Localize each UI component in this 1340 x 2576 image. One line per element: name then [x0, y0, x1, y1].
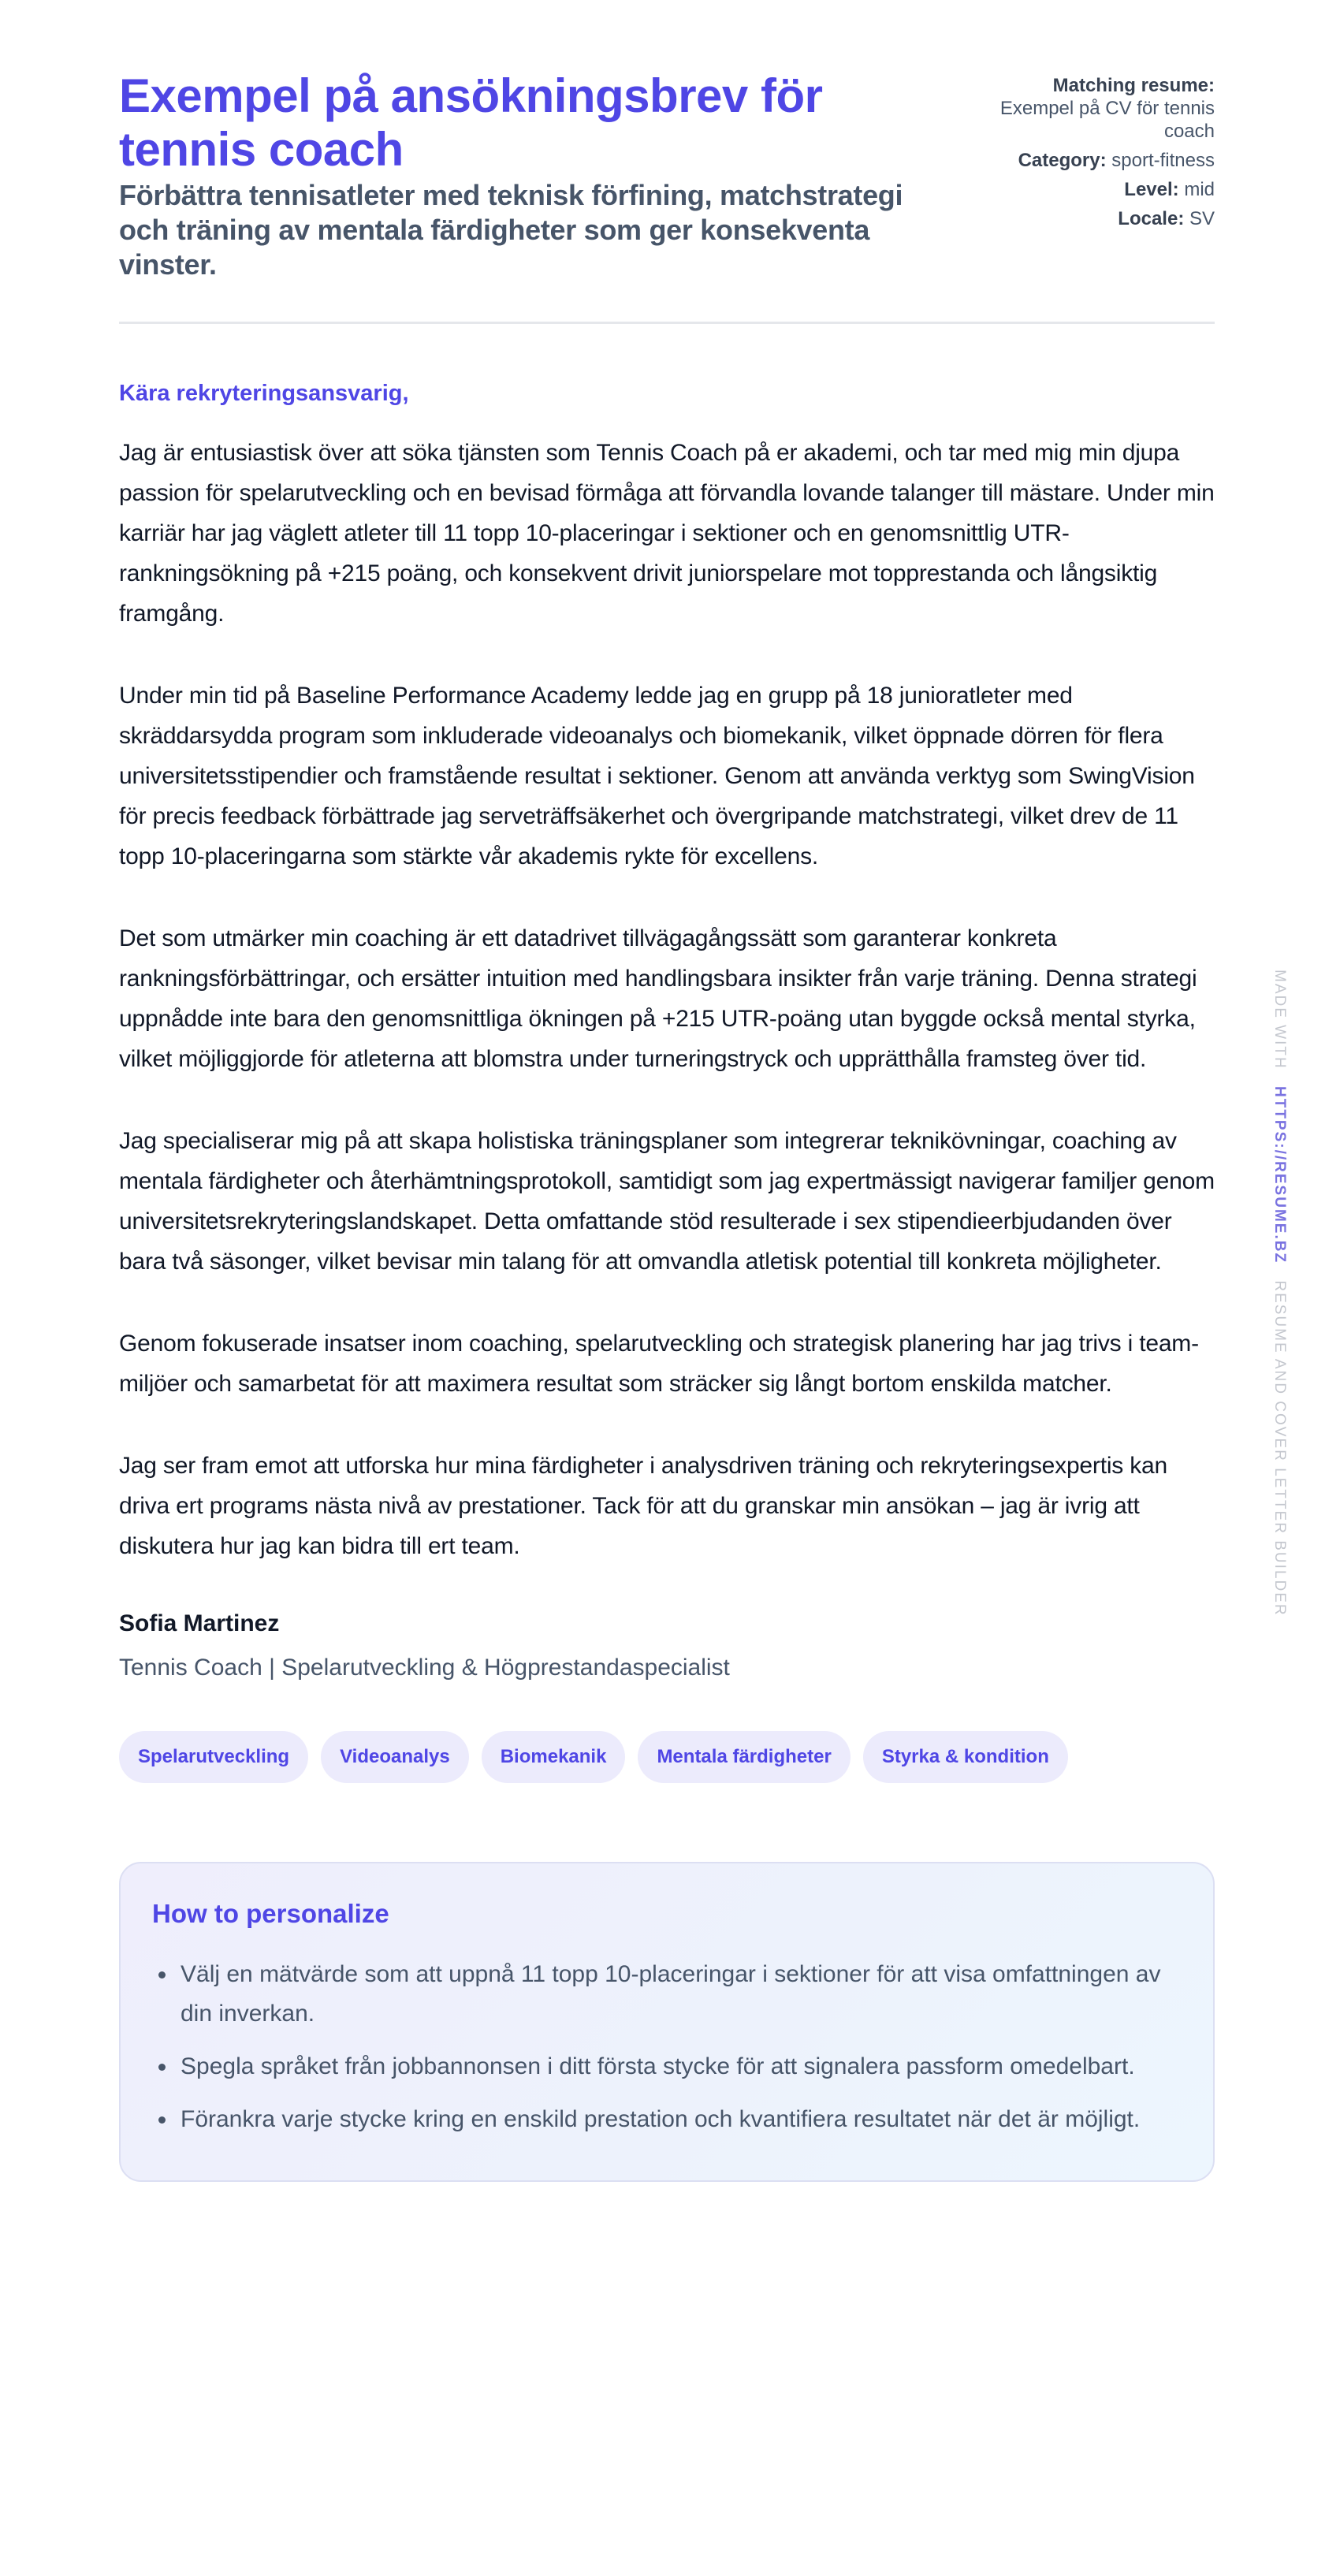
- signature: [119, 1608, 1215, 1684]
- letter-paragraph: Det som utmärker min coaching är ett datadrivet tillvägagångssätt som garanterar konkreta rankningsförbättringar, och ersätter intuition med handlingsbara insikter från varje träning. Denna strategi uppnådde inte bara den genomsnittliga ökningen på +215 UTR-poäng utan byggde också mental styrka, vilket möjliggjorde för atleterna att blomstra under turneringstryck och upprätthålla framsteg över tid.: [119, 925, 1197, 1072]
- skill-tags: [119, 1731, 1215, 1783]
- meta-matching-resume-value: Exempel på CV för tennis coach: [999, 98, 1215, 142]
- page-subtitle: Förbättra tennisatleter med teknisk förfining, matchstrategi och träning av mentala färdigheter som ger konsekventa vinster.: [119, 179, 903, 281]
- skill-tag[interactable]: Mentala färdigheter: [638, 1731, 850, 1783]
- tip-item: [152, 2100, 1182, 2139]
- watermark-link[interactable]: HTTPS://RESUME.BZ: [1271, 1086, 1288, 1264]
- meta-category: [978, 149, 1215, 172]
- meta-level-value: mid: [1184, 179, 1215, 200]
- meta-locale-value: SV: [1189, 208, 1215, 229]
- meta-matching-resume-label: Matching resume:: [1052, 75, 1215, 96]
- tip-text: Välj en mätvärde som att uppnå 11 topp 10-placeringar i sektioner för att visa omfattningen av din inverkan.: [181, 1961, 1161, 2027]
- cover-letter-page: [119, 69, 1215, 2182]
- tips-list: [152, 1955, 1182, 2139]
- tip-text: Förankra varje stycke kring en enskild prestation och kvantifiera resultatet när det är möjligt.: [181, 2106, 1141, 2132]
- meta-locale-label: Locale:: [1118, 208, 1185, 229]
- meta-category-value: sport-fitness: [1111, 150, 1215, 171]
- watermark-suffix: RESUME AND COVER LETTER BUILDER: [1271, 1280, 1288, 1617]
- letter-paragraph: Genom fokuserade insatser inom coaching, spelarutveckling och strategisk planering har jag trivs i team-miljöer och samarbetat för att maximera resultat som sträcker sig långt bortom enskilda matcher.: [119, 1331, 1199, 1397]
- skill-tag[interactable]: Biomekanik: [482, 1731, 626, 1783]
- bullet-icon: [158, 1971, 166, 1979]
- skill-tag[interactable]: Spelarutveckling: [119, 1731, 308, 1783]
- header-left: [119, 69, 955, 282]
- signature-title: Tennis Coach | Spelarutveckling & Högprestandaspecialist: [119, 1655, 730, 1681]
- letter-paragraph: Jag specialiserar mig på att skapa holistiska träningsplaner som integrerar teknikövningar, coaching av mentala färdigheter och återhämtningsprotokoll, samtidigt som jag expertmässigt navigerar familjer genom universitetsrekryteringslandskapet. Detta omfattande stöd resulterade i sex stipendieerbjudanden över bara två säsonger, vilket bevisar min talang för att omvandla atletisk potential till konkreta möjligheter.: [119, 1128, 1215, 1275]
- letter-paragraph: Jag ser fram emot att utforska hur mina färdigheter i analysdriven träning och rekryteringsexpertis kan driva ert programs nästa nivå av prestationer. Tack för att du granskar min ansökan – jag är ivrig att diskutera hur jag kan bidra till ert team.: [119, 1453, 1168, 1559]
- tip-item: [152, 2047, 1182, 2086]
- meta-matching-resume: [978, 74, 1215, 143]
- signature-name: Sofia Martinez: [119, 1610, 280, 1636]
- header-divider: [119, 322, 1215, 324]
- meta-level: [978, 178, 1215, 201]
- skill-tag[interactable]: Styrka & kondition: [863, 1731, 1068, 1783]
- bullet-icon: [158, 2064, 166, 2071]
- bullet-icon: [158, 2116, 166, 2124]
- meta-level-label: Level:: [1124, 179, 1179, 200]
- watermark-prefix: MADE WITH: [1271, 970, 1288, 1070]
- letter-paragraph: Jag är entusiastisk över att söka tjänsten som Tennis Coach på er akademi, och tar med mig min djupa passion för spelarutveckling och en bevisad förmåga att förvandla lovande talanger till mästare. Under min karriär har jag väglett atleter till 11 topp 10-placeringar i sektioner och en genomsnittlig UTR-rankningsökning på +215 poäng, och konsekvent drivit juniorspelare mot topprestanda och långsiktig framgång.: [119, 440, 1215, 627]
- header: [119, 69, 1215, 282]
- tip-item: [152, 1955, 1182, 2034]
- watermark: [1271, 970, 1288, 1617]
- salutation: Kära rekryteringsansvarig,: [119, 381, 409, 406]
- tips-title: How to personalize: [152, 1899, 389, 1928]
- meta-category-label: Category:: [1018, 150, 1107, 171]
- skill-tag[interactable]: Videoanalys: [321, 1731, 469, 1783]
- letter-body: [119, 433, 1215, 1566]
- page-title: Exempel på ansökningsbrev för tennis coach: [119, 69, 823, 176]
- tip-text: Spegla språket från jobbannonsen i ditt första stycke för att signalera passform omedelbart.: [181, 2053, 1135, 2079]
- letter-paragraph: Under min tid på Baseline Performance Academy ledde jag en grupp på 18 junioratleter med skräddarsydda program som inkluderade videoanalys och biomekanik, vilket öppnade dörren för flera universitetsstipendier och framstående resultat i sektioner. Genom att använda verktyg som SwingVision för precis feedback förbättrade jag serveträffsäkerhet och övergripande matchstrategi, vilket drev de 11 topp 10-placeringarna som stärkte vår akademis rykte för excellens.: [119, 683, 1195, 869]
- personalize-tips-card: [119, 1862, 1215, 2182]
- meta-locale: [978, 207, 1215, 230]
- meta-panel: [978, 69, 1215, 236]
